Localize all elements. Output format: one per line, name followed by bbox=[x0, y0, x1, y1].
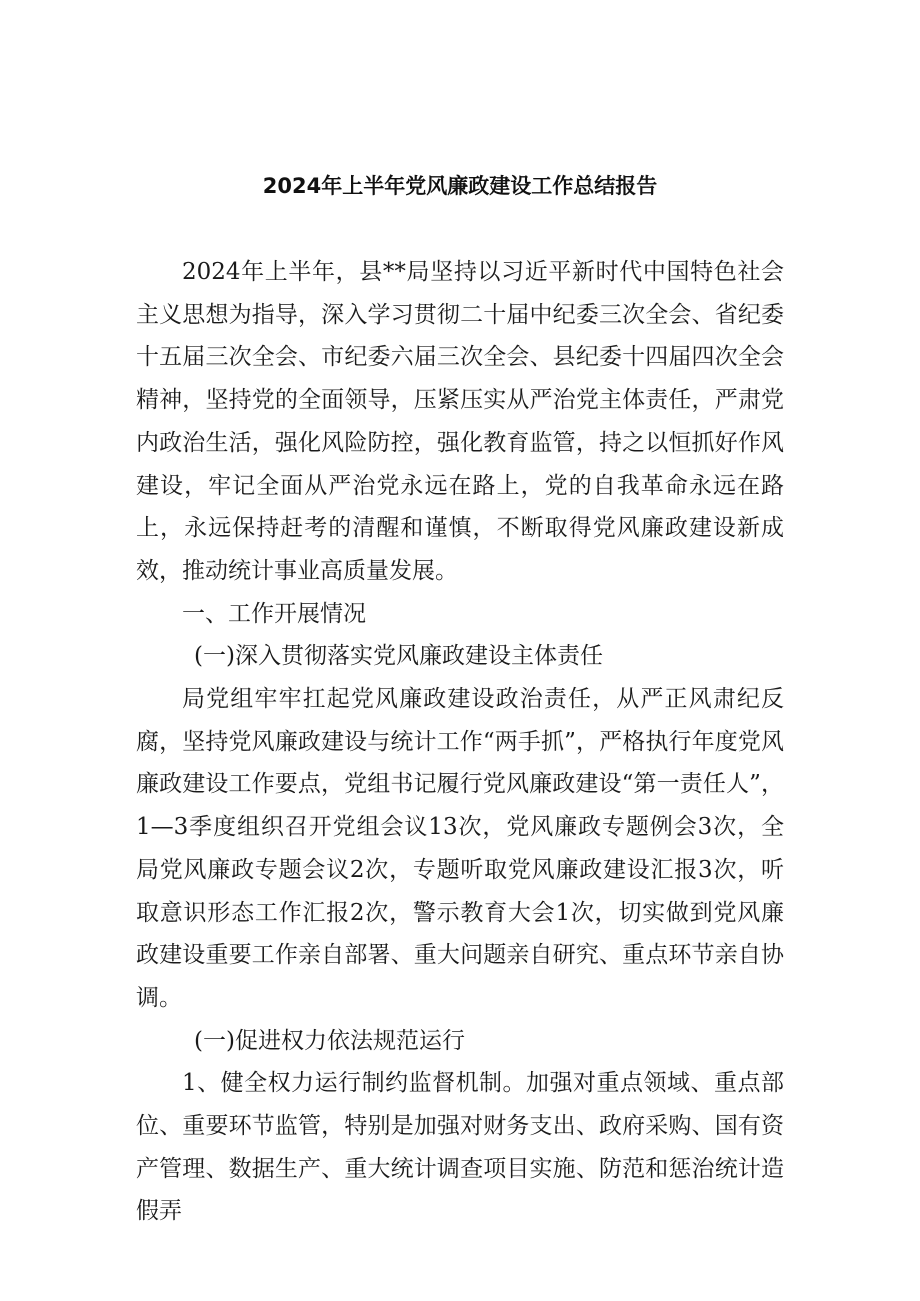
subsection-heading-responsibility: (一)深入贯彻落实党风廉政建设主体责任 bbox=[194, 643, 603, 670]
section-heading-work-status: 一、工作开展情况 bbox=[182, 600, 366, 627]
responsibility-paragraph: 局党组牢牢扛起党风廉政建设政治责任，从严正风肃纪反腐，坚持党风廉政建设与统计工作“两手抓”，严格执行年度党风廉政建设工作要点，党组书记履行党风廉政建设“第一责任人”，1—3季度组织召开党组会议13次，党风廉政专题例会3次，全局党风廉政专题会议2次，专题听取党风廉政建设汇报3次，听取意识形态工作汇报2次，警示教育大会1次，切实做到党风廉政建设重要工作亲自部署、重大问题亲自研究、重点环节亲自协调。 bbox=[136, 686, 784, 1011]
document-title: 2024年上半年党风廉政建设工作总结报告 bbox=[262, 174, 658, 198]
supervision-mechanism-paragraph: 1、健全权力运行制约监督机制。加强对重点领域、重点部位、重要环节监管，特别是加强对财务支出、政府采购、国有资产管理、数据生产、重大统计调查项目实施、防范和惩治统计造假弄 bbox=[136, 1070, 784, 1225]
subsection-heading-power-regulation: (一)促进权力依法规范运行 bbox=[194, 1027, 465, 1054]
intro-paragraph: 2024年上半年，县**局坚持以习近平新时代中国特色社会主义思想为指导，深入学习贯彻二十届中纪委三次全会、省纪委十五届三次全会、市纪委六届三次全会、县纪委十四届四次全会精神，坚持党的全面领导，压紧压实从严治党主体责任，严肃党内政治生活，强化风险防控，强化教育监管，持之以恒抓好作风建设，牢记全面从严治党永远在路上，党的自我革命永远在路上，永远保持赶考的清醒和谨慎，不断取得党风廉政建设新成效，推动统计事业高质量发展。 bbox=[136, 259, 784, 584]
document-body bbox=[136, 251, 784, 1233]
